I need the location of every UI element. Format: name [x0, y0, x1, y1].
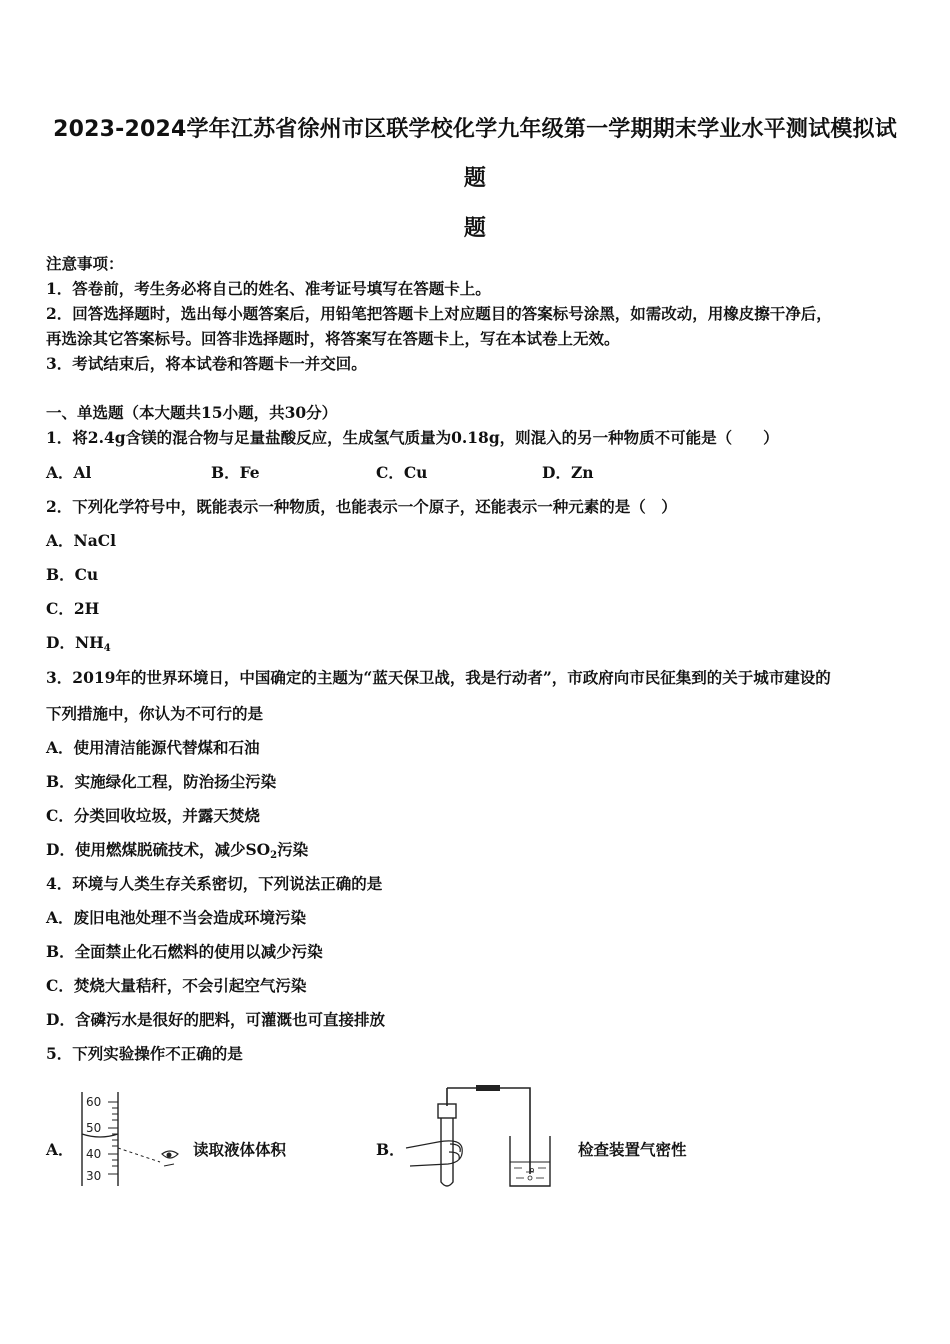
q3-option-d — [46, 838, 308, 861]
graduated-cylinder-figure — [78, 1088, 188, 1190]
airtightness-apparatus-figure — [402, 1082, 562, 1192]
q3-option-a: A．使用清洁能源代替煤和石油 — [46, 738, 260, 757]
section-heading: 一、单选题（本大题共15小题，共30分） — [46, 403, 338, 422]
q3-stem-line1: 3．2019年的世界环境日，中国确定的主题为“蓝天保卫战，我是行动者”，市政府向市民征集到的关于城市建设的 — [46, 668, 831, 687]
q4-option-c: C．焚烧大量秸秆，不会引起空气污染 — [46, 976, 307, 995]
q3-option-d-pre: D．使用燃煤脱硫技术，减少SO — [46, 840, 271, 859]
notice-item-1: 1．答卷前，考生务必将自己的姓名、准考证号填写在答题卡上。 — [46, 279, 491, 298]
gas-bubble — [531, 1169, 534, 1172]
q3-option-c: C．分类回收垃圾，并露天焚烧 — [46, 806, 260, 825]
q5-option-b-text: 检查装置气密性 — [578, 1140, 687, 1159]
notice-item-2-cont: 再选涂其它答案标号。回答非选择题时，将答案写在答题卡上，写在本试卷上无效。 — [46, 329, 620, 348]
notice-item-2: 2．回答选择题时，选出每小题答案后，用铅笔把答题卡上对应题目的答案标号涂黑，如需改动，用橡皮擦干净后， — [46, 304, 832, 323]
cylinder-tick-60: 60 — [86, 1095, 102, 1109]
gas-bubble — [528, 1176, 532, 1180]
q1-option-a: A．Al — [46, 463, 92, 482]
eye-icon — [162, 1151, 178, 1166]
cylinder-tick-40: 40 — [86, 1147, 102, 1161]
q1-option-c: C．Cu — [376, 463, 428, 482]
q2-option-d-subscript: 4 — [103, 643, 111, 654]
q4-option-b: B．全面禁止化石燃料的使用以减少污染 — [46, 942, 323, 961]
q5-stem: 5．下列实验操作不正确的是 — [46, 1044, 243, 1063]
rubber-tube-connector — [476, 1085, 500, 1091]
q2-option-b: B．Cu — [46, 565, 99, 584]
q2-option-c: C．2H — [46, 599, 100, 618]
q4-option-a: A．废旧电池处理不当会造成环境污染 — [46, 908, 307, 927]
q5-option-b-label: B． — [376, 1140, 405, 1159]
exam-title-line1: 2023-2024学年江苏省徐州市区联学校化学九年级第一学期期末学业水平测试模拟试 — [53, 117, 897, 142]
rubber-stopper — [438, 1104, 456, 1118]
q1-option-b: B．Fe — [211, 463, 260, 482]
cylinder-tick-50: 50 — [86, 1121, 102, 1135]
q4-stem: 4．环境与人类生存关系密切，下列说法正确的是 — [46, 874, 383, 893]
cylinder-tick-30: 30 — [86, 1169, 102, 1183]
q4-option-d: D．含磷污水是很好的肥料，可灌溉也可直接排放 — [46, 1010, 385, 1029]
q5-option-a-label: A． — [46, 1140, 74, 1159]
q5-option-a-text: 读取液体体积 — [193, 1140, 287, 1159]
q3-option-b: B．实施绿化工程，防治扬尘污染 — [46, 772, 277, 791]
q2-option-d-main: D．NH — [46, 633, 104, 652]
hand-icon — [406, 1141, 462, 1166]
q2-option-a: A．NaCl — [46, 531, 116, 550]
q1-stem: 1．将2.4g含镁的混合物与足量盐酸反应，生成氢气质量为0.18g，则混入的另一种物质不可能是（ ） — [46, 428, 779, 447]
notice-heading: 注意事项： — [46, 254, 124, 273]
notice-item-3: 3．考试结束后，将本试卷和答题卡一并交回。 — [46, 354, 367, 373]
q1-option-d: D．Zn — [542, 463, 594, 482]
sight-line — [118, 1148, 160, 1162]
exam-title-line3: 题 — [463, 216, 487, 241]
delivery-tube — [447, 1088, 530, 1174]
q2-option-d — [46, 631, 111, 654]
q3-option-d-post: 污染 — [277, 840, 309, 859]
exam-title-line2: 题 — [463, 166, 487, 191]
q3-option-d-subscript: 2 — [270, 850, 278, 861]
q2-stem: 2．下列化学符号中，既能表示一种物质，也能表示一个原子，还能表示一种元素的是（ ） — [46, 497, 677, 516]
q3-stem-line2: 下列措施中，你认为不可行的是 — [46, 704, 264, 723]
